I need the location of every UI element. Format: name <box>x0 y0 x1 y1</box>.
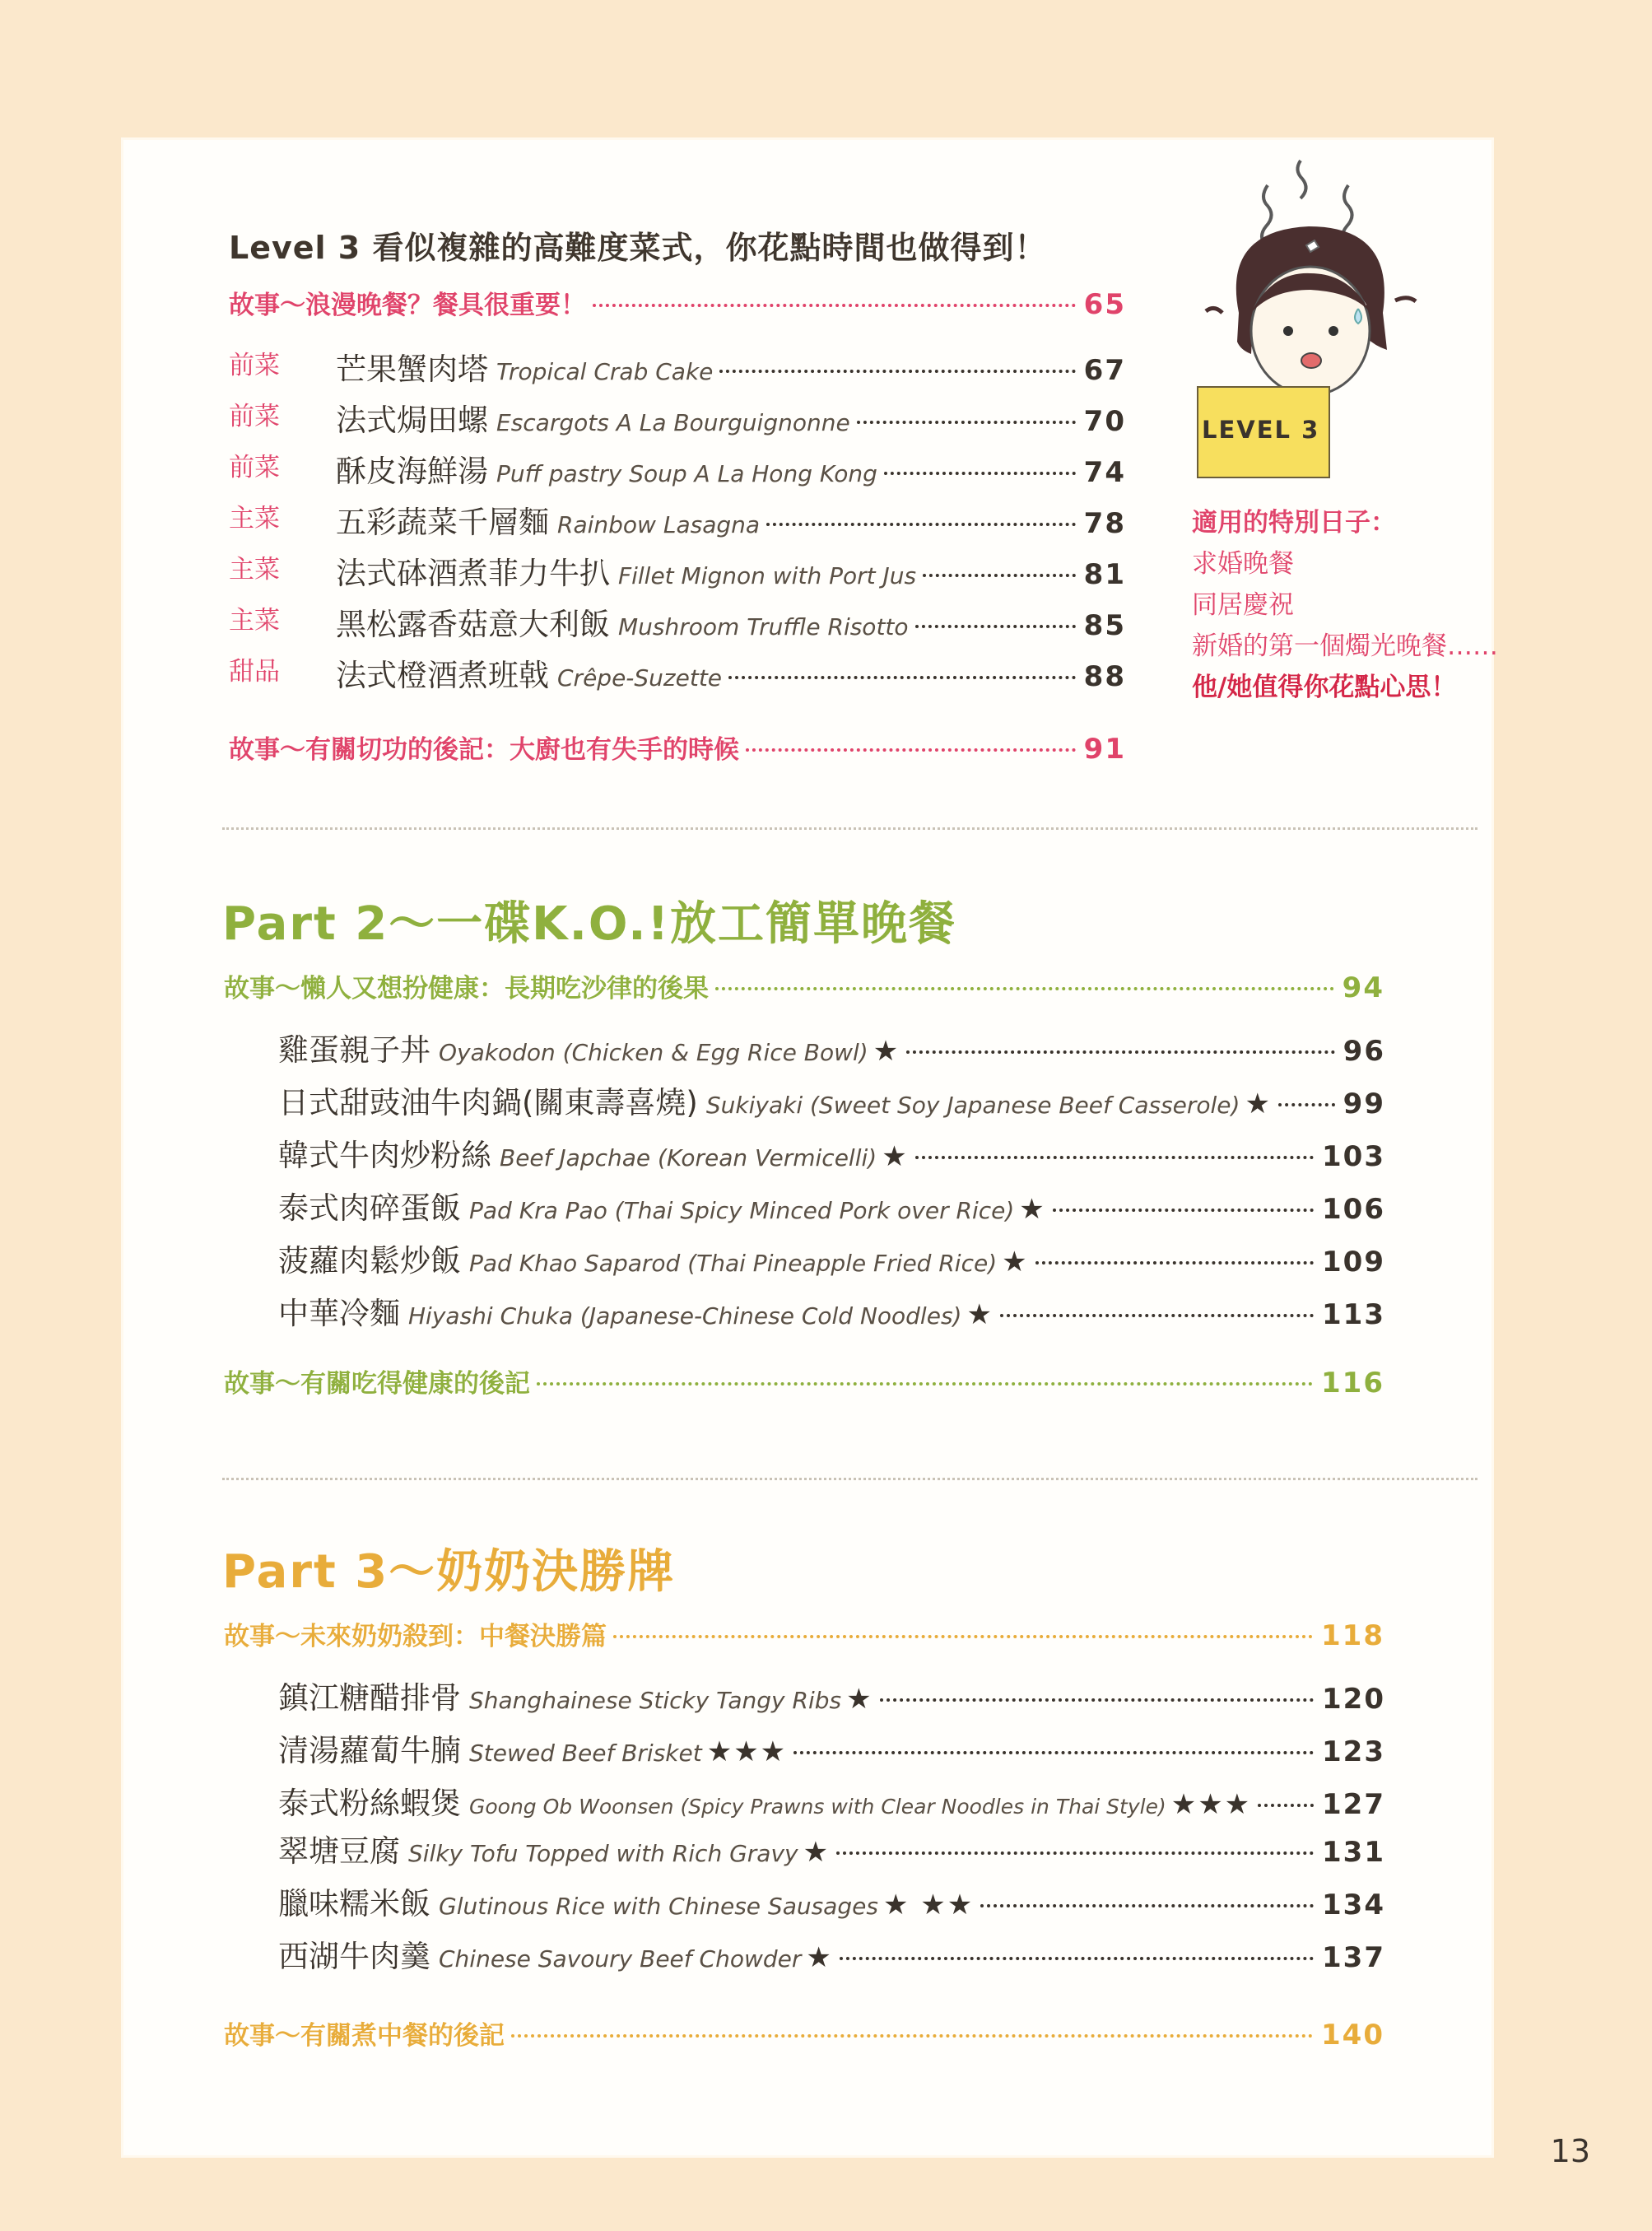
page-ref: 118 <box>1321 1619 1384 1652</box>
story-title: 故事～懶人又想扮健康：長期吃沙律的後果 <box>224 974 709 1004</box>
dot-leader <box>1000 1314 1314 1317</box>
dot-leader <box>915 1156 1314 1159</box>
story-title: 故事～有關煮中餐的後記 <box>224 2021 505 2051</box>
page-ref: 81 <box>1083 558 1126 591</box>
part3-story-bottom[interactable] <box>224 2014 1384 2052</box>
page-ref: 113 <box>1322 1298 1385 1331</box>
page-ref: 106 <box>1322 1193 1385 1226</box>
dish-en: Puff pastry Soup A La Hong Kong <box>496 460 877 487</box>
dish-en: Silky Tofu Topped with Rich Gravy <box>408 1840 798 1867</box>
page-ref: 99 <box>1343 1088 1385 1120</box>
page-ref: 120 <box>1322 1683 1385 1716</box>
page-ref: 127 <box>1322 1788 1385 1821</box>
dish-en: Shanghainese Sticky Tangy Ribs <box>469 1687 842 1714</box>
dish-en: Chinese Savoury Beef Chowder <box>439 1945 802 1973</box>
story-title: 故事～浪漫晚餐？餐具很重要！ <box>229 291 586 320</box>
dish-zh: 清湯蘿蔔牛腩 <box>278 1733 461 1768</box>
difficulty-stars: ★★★ <box>706 1735 788 1768</box>
section-divider <box>222 1478 1477 1480</box>
page-ref: 137 <box>1322 1941 1385 1974</box>
difficulty-stars: ★ <box>806 1941 833 1974</box>
level3-story-top[interactable] <box>229 284 1126 321</box>
page-ref: 67 <box>1083 354 1126 387</box>
story-title: 故事～有關吃得健康的後記 <box>224 1369 530 1399</box>
page-ref: 85 <box>1083 609 1126 642</box>
story-title: 故事～有關切功的後記：大廚也有失手的時候 <box>229 735 739 765</box>
toc-entry[interactable] <box>278 1826 1385 1870</box>
dish-zh: 黑松露香菇意大利飯 <box>336 607 610 642</box>
toc-entry[interactable] <box>278 1879 1385 1923</box>
part2-title: Part 2～一碟K.O.!放工簡單晚餐 <box>222 897 957 951</box>
dish-en: Rainbow Lasagna <box>557 511 761 538</box>
level3-heading: Level 3 看似複雜的高難度菜式，你花點時間也做得到！ <box>229 230 1047 266</box>
page-ref: 140 <box>1321 2019 1384 2052</box>
part3-story-top[interactable] <box>224 1615 1384 1652</box>
difficulty-stars: ★ <box>1002 1246 1029 1279</box>
page-ref: 74 <box>1083 456 1126 489</box>
difficulty-stars: ★ <box>846 1683 873 1716</box>
dish-zh: 法式橙酒煮班戟 <box>336 658 549 693</box>
dish-en: Stewed Beef Brisket <box>469 1740 702 1767</box>
dish-zh: 翠塘豆腐 <box>278 1833 400 1869</box>
dish-zh: 泰式粉絲蝦煲 <box>278 1786 461 1821</box>
category-label: 前菜 <box>229 453 280 482</box>
dot-leader <box>923 574 1076 577</box>
dot-leader <box>915 625 1076 628</box>
toc-entry[interactable] <box>278 1931 1385 1976</box>
dot-leader <box>766 523 1076 526</box>
page-ref: 70 <box>1083 405 1126 438</box>
dish-zh: 菠蘿肉鬆炒飯 <box>278 1243 461 1279</box>
dot-leader <box>511 2034 1313 2038</box>
toc-entry[interactable] <box>278 1236 1385 1280</box>
note-ending: 他/她值得你花點心思！ <box>1192 673 1457 702</box>
dish-zh: 五彩蔬菜千層麵 <box>336 505 549 540</box>
dish-en: Pad Kra Pao (Thai Spicy Minced Pork over Rice) <box>469 1197 1015 1224</box>
dot-leader <box>715 987 1334 990</box>
toc-entry[interactable] <box>278 1078 1385 1122</box>
dot-leader <box>1035 1261 1314 1265</box>
part2-story-top[interactable] <box>224 967 1384 1004</box>
dish-zh: 西湖牛肉羹 <box>278 1939 430 1974</box>
dish-en: Escargots A La Bourguignonne <box>496 409 850 436</box>
dot-leader <box>719 370 1075 373</box>
note-item: 求婚晚餐 <box>1192 549 1294 579</box>
dish-en: Hiyashi Chuka (Japanese-Chinese Cold Noodles) <box>408 1302 962 1330</box>
page-ref: 96 <box>1343 1035 1385 1068</box>
toc-entry[interactable] <box>336 548 1126 593</box>
dot-leader <box>884 472 1076 475</box>
dot-leader <box>840 1957 1314 1960</box>
toc-entry[interactable] <box>336 497 1126 542</box>
dish-en: Beef Japchae (Korean Vermicelli) <box>500 1144 877 1171</box>
dot-leader <box>880 1698 1314 1702</box>
page-ref: 91 <box>1083 733 1126 766</box>
toc-entry[interactable] <box>278 1673 1385 1717</box>
page-number: 13 <box>1550 2133 1590 2169</box>
toc-entry[interactable] <box>336 650 1126 695</box>
category-label: 主菜 <box>229 606 280 636</box>
toc-entry[interactable] <box>336 344 1126 389</box>
dot-leader <box>613 1635 1313 1638</box>
note-item: 同居慶祝 <box>1192 590 1294 620</box>
dot-leader <box>593 304 1076 307</box>
toc-entry[interactable] <box>278 1130 1385 1175</box>
page-ref: 123 <box>1322 1735 1385 1768</box>
dish-en: Oyakodon (Chicken & Egg Rice Bowl) <box>439 1039 868 1066</box>
dot-leader <box>857 421 1076 424</box>
dot-leader <box>793 1751 1314 1754</box>
toc-entry[interactable] <box>278 1025 1385 1069</box>
difficulty-stars: ★ <box>1245 1088 1272 1120</box>
difficulty-stars: ★ <box>803 1836 831 1869</box>
dot-leader <box>1053 1209 1314 1212</box>
part3-title: Part 3～奶奶決勝牌 <box>222 1545 676 1599</box>
difficulty-stars: ★ <box>1019 1193 1046 1226</box>
level3-story-bottom[interactable] <box>229 729 1126 766</box>
dish-en: Pad Khao Saparod (Thai Pineapple Fried Rice) <box>469 1250 998 1277</box>
dot-leader <box>728 676 1076 679</box>
toc-entry[interactable] <box>336 599 1126 644</box>
page-ref: 65 <box>1083 288 1126 321</box>
dish-zh: 臘味糯米飯 <box>278 1886 430 1921</box>
toc-entry[interactable] <box>278 1726 1385 1770</box>
dish-zh: 法式砵酒煮菲力牛扒 <box>336 556 610 591</box>
page-ref: 134 <box>1322 1889 1385 1921</box>
difficulty-stars: ★ <box>882 1140 909 1173</box>
dish-en: Mushroom Truffle Risotto <box>618 613 909 640</box>
dish-en: Crêpe-Suzette <box>557 664 723 692</box>
dish-en: Fillet Mignon with Port Jus <box>618 562 917 589</box>
dish-zh: 中華冷麵 <box>278 1296 400 1331</box>
page-ref: 88 <box>1083 660 1126 693</box>
note-item: 新婚的第一個燭光晚餐…… <box>1192 631 1498 661</box>
dot-leader <box>537 1382 1313 1386</box>
difficulty-stars: ★ ★★ <box>882 1889 975 1921</box>
page-ref: 78 <box>1083 507 1126 540</box>
dish-zh: 酥皮海鮮湯 <box>336 454 488 489</box>
dot-leader <box>980 1904 1314 1907</box>
difficulty-stars: ★ <box>966 1298 994 1331</box>
dish-en: Goong Ob Woonsen (Spicy Prawns with Clear Noodles in Thai Style) <box>469 1795 1166 1819</box>
dish-zh: 鎮江糖醋排骨 <box>278 1680 461 1716</box>
difficulty-stars: ★ <box>873 1035 900 1068</box>
dish-en: Sukiyaki (Sweet Soy Japanese Beef Casserole) <box>705 1092 1240 1119</box>
page-ref: 109 <box>1322 1246 1385 1279</box>
dish-zh: 韓式牛肉炒粉絲 <box>278 1138 491 1173</box>
section-divider <box>222 827 1477 830</box>
toc-entry[interactable] <box>336 446 1126 491</box>
dot-leader <box>836 1851 1314 1855</box>
dot-leader <box>906 1050 1334 1054</box>
toc-entry[interactable] <box>278 1288 1385 1333</box>
category-label: 主菜 <box>229 504 280 533</box>
page-ref: 116 <box>1321 1367 1384 1400</box>
difficulty-stars: ★★★ <box>1170 1788 1252 1821</box>
page-ref: 131 <box>1322 1836 1385 1869</box>
dish-zh: 雞蛋親子丼 <box>278 1032 430 1068</box>
dish-zh: 法式焗田螺 <box>336 403 488 438</box>
dish-zh: 日式甜豉油牛肉鍋(關東壽喜燒) <box>278 1085 698 1120</box>
toc-entry[interactable] <box>278 1778 1385 1823</box>
note-heading: 適用的特別日子： <box>1192 508 1396 538</box>
dish-en: Tropical Crab Cake <box>496 358 714 385</box>
toc-entry[interactable] <box>278 1183 1385 1227</box>
story-title: 故事～未來奶奶殺到：中餐決勝篇 <box>224 1622 607 1651</box>
dot-leader <box>1258 1804 1314 1807</box>
dish-zh: 泰式肉碎蛋飯 <box>278 1190 461 1226</box>
toc-entry[interactable] <box>336 395 1126 440</box>
category-label: 主菜 <box>229 555 280 585</box>
level-badge-text: LEVEL 3 <box>1202 416 1320 444</box>
part2-story-bottom[interactable] <box>224 1362 1384 1400</box>
dish-en: Glutinous Rice with Chinese Sausages <box>439 1893 878 1920</box>
page-ref: 94 <box>1342 971 1384 1004</box>
category-label: 前菜 <box>229 351 280 380</box>
dot-leader <box>1278 1103 1335 1106</box>
category-label: 甜品 <box>229 657 280 687</box>
page-ref: 103 <box>1322 1140 1385 1173</box>
dot-leader <box>746 748 1076 752</box>
special-occasions-note <box>1192 502 1498 708</box>
dish-zh: 芒果蟹肉塔 <box>336 352 488 387</box>
category-label: 前菜 <box>229 402 280 431</box>
